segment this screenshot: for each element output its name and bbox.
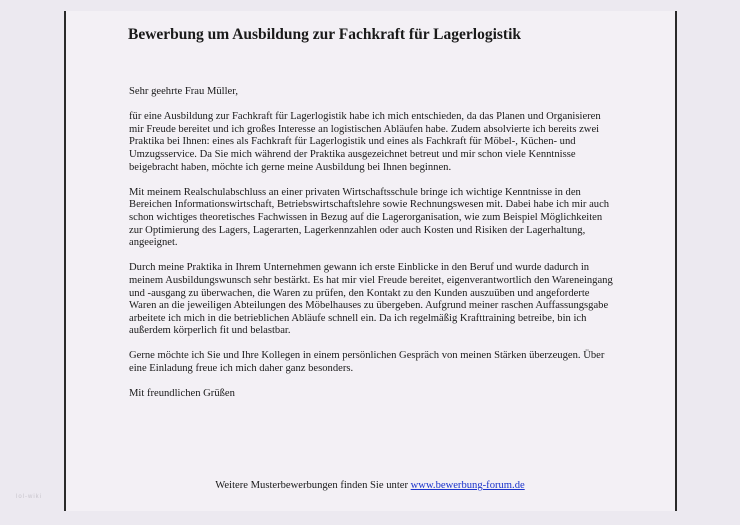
paragraph-invitation: Gerne möchte ich Sie und Ihre Kollegen in einem persönlichen Gespräch von meinen Stärken überzeugen. Über eine Einladung freue ich mich daher ganz besonders. bbox=[129, 350, 605, 375]
salutation: Sehr geehrte Frau Müller, bbox=[129, 86, 239, 97]
letter-body bbox=[129, 86, 615, 413]
closing: Mit freundlichen Grüßen bbox=[129, 388, 235, 400]
document-title: Bewerbung um Ausbildung zur Fachkraft für Lagerlogistik bbox=[128, 26, 522, 43]
paragraph-experience: Durch meine Praktika in Ihrem Unternehmen gewann ich erste Einblicke in den Beruf und wurde dadurch in meinem Ausbildungswunsch sehr bestärkt. Es hat mir viel Freude bereitet, eigenverantwortlich den Wareneingang und -ausgang zu überwachen, die Waren zu prüfen, den Kontakt zu den Kunden auszuüben und angeforderte Waren an die jeweiligen Abteilungen des Möbelhauses zu übergeben. Aufgrund meiner raschen Auffassungsgabe arbeitete ich mich in die betrieblichen Abläufe schnell ein. Da ich regelmäßig Krafttraining betreibe, bin ich außerdem körperlich fit und belastbar. bbox=[129, 262, 613, 337]
paragraph-motivation: für eine Ausbildung zur Fachkraft für Lagerlogistik habe ich mich entschieden, da das Planen und Organisieren mir Freude bereitet und ich großes Interesse an logistischen Abläufen habe. Zudem absolvierte ich bereits zwei Praktika bei Ihnen: eines als Fachkraft für Lagerlogistik und eines als Fachkraft für Möbel-, Küchen- und Umzugsservice. Da Sie mich während der Praktika ausgezeichnet betreut und mir schon viele Kenntnisse beigebracht haben, möchte ich gerne meine Ausbildung bei Ihnen beginnen. bbox=[129, 111, 601, 173]
footer-link[interactable]: www.bewerbung-forum.de bbox=[410, 480, 525, 491]
footer bbox=[0, 480, 740, 492]
left-margin-rule bbox=[64, 11, 66, 511]
footer-text: Weitere Musterbewerbungen finden Sie unter bbox=[215, 480, 408, 491]
paragraph-education: Mit meinem Realschulabschluss an einer privaten Wirtschaftsschule bringe ich wichtige Kenntnisse in den Bereichen Informationswirtschaft, Betriebswirtschaftslehre sowie Rechnungswesen mit. Dabei habe ich mir auch schon wichtiges theoretisches Fachwissen in Bezug auf die Lagerorganisation, wie zum Beispiel Möglichkeiten zur Optimierung des Lagers, Lagerarten, Lagerkennzahlen oder auch Kosten und Risiken der Lagerhaltung, angeeignet. bbox=[129, 186, 610, 249]
right-margin-rule bbox=[675, 11, 677, 511]
watermark-text: lol-wiki bbox=[16, 494, 42, 500]
